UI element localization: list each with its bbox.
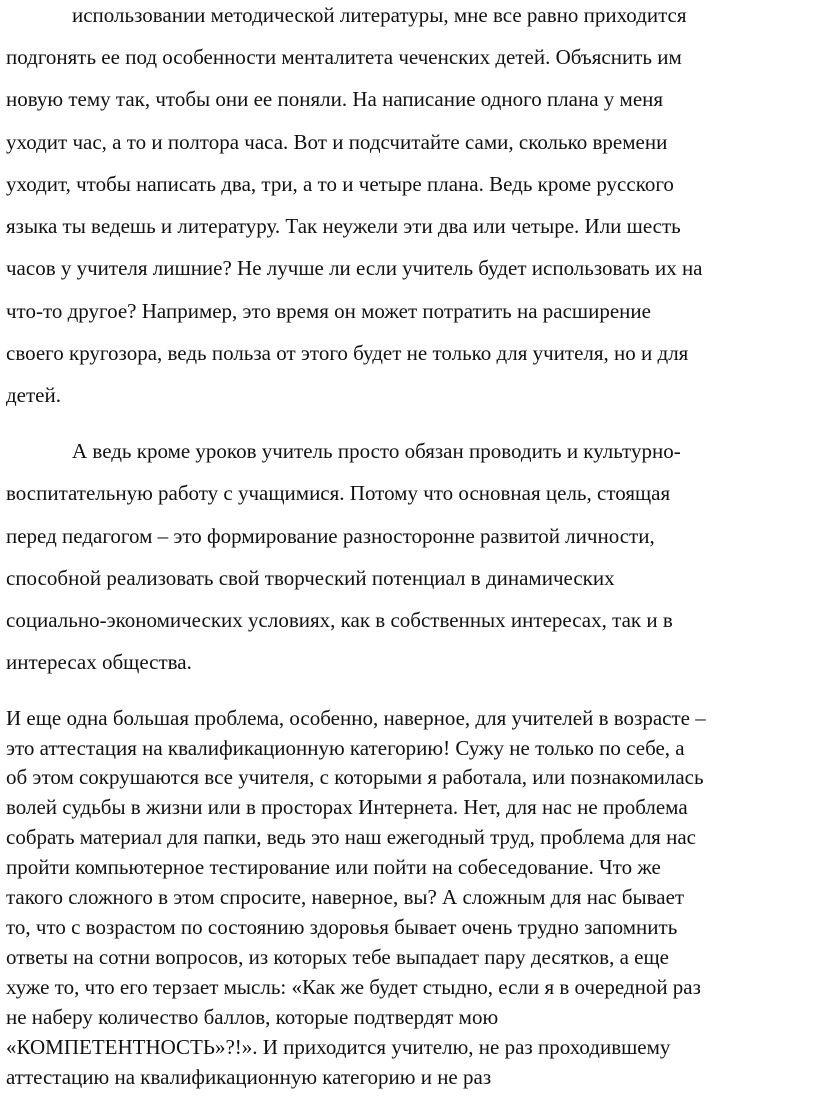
paragraph3-line-6: пройти компьютерное тестирование или пойти на собеседование. Что же	[6, 855, 661, 879]
paragraph3-line-5: собрать материал для папки, ведь это наш ежегодный труд, проблема для нас	[6, 825, 696, 849]
paragraph1-line-9: своего кругозора, ведь польза от этого будет не только для учителя, но и для	[6, 341, 689, 365]
paragraph1-line-10: детей.	[6, 383, 61, 407]
paragraph2-line-4: способной реализовать свой творческий потенциал в динамических	[6, 566, 615, 590]
paragraph2-line-2: воспитательную работу с учащимися. Потому что основная цель, стоящая	[6, 481, 671, 505]
paragraph2-line-1: А ведь кроме уроков учитель просто обязан проводить и культурно-	[72, 439, 681, 463]
paragraph1-line-6: языка ты ведешь и литературу. Так неужели эти два или четыре. Или шесть	[6, 214, 681, 238]
paragraph1-line-4: уходит час, а то и полтора часа. Вот и подсчитайте сами, сколько времени	[6, 130, 668, 154]
paragraph2-line-6: интересах общества.	[6, 650, 192, 674]
paragraph1-line-5: уходит, чтобы написать два, три, а то и четыре плана. Ведь кроме русского	[6, 172, 674, 196]
paragraph1-line-2: подгонять ее под особенности менталитета чеченских детей. Объяснить им	[6, 45, 682, 69]
paragraph3-line-9: ответы на сотни вопросов, из которых тебе выпадает пару десятков, а еще	[6, 945, 669, 969]
paragraph3-line-11: не наберу количество баллов, которые подтвердят мою	[6, 1005, 499, 1029]
paragraph3-line-10: хуже то, что его терзает мысль: «Как же будет стыдно, если я в очередной раз	[6, 975, 701, 999]
paragraph1-line-3: новую тему так, чтобы они ее поняли. На написание одного плана у меня	[6, 87, 664, 111]
paragraph3-line-4: волей судьбы в жизни или в просторах Интернета. Нет, для нас не проблема	[6, 795, 688, 819]
paragraph3-line-2: это аттестация на квалификационную категорию! Сужу не только по себе, а	[6, 736, 685, 760]
paragraph1-line-8: что-то другое? Например, это время он может потратить на расширение	[6, 299, 651, 323]
paragraph3-line-13: аттестацию на квалификационную категорию и не раз	[6, 1065, 492, 1089]
paragraph3-line-3: об этом сокрушаются все учителя, с которыми я работала, или познакомилась	[6, 765, 704, 789]
paragraph3-line-1: И еще одна большая проблема, особенно, наверное, для учителей в возрасте –	[6, 706, 706, 730]
paragraph1-line-1: использовании методической литературы, мне все равно приходится	[72, 3, 687, 27]
paragraph1-line-7: часов у учителя лишние? Не лучше ли если учитель будет использовать их на	[6, 256, 703, 280]
paragraph2-line-5: социально-экономических условиях, как в собственных интересах, так и в	[6, 608, 673, 632]
paragraph3-line-8: то, что с возрастом по состоянию здоровья бывает очень трудно запомнить	[6, 915, 678, 939]
paragraph3-line-7: такого сложного в этом спросите, наверное, вы? А сложным для нас бывает	[6, 885, 685, 909]
paragraph3-line-12: «КОМПЕТЕНТНОСТЬ»?!». И приходится учителю, не раз проходившему	[6, 1035, 671, 1059]
paragraph2-line-3: перед педагогом – это формирование разносторонне развитой личности,	[6, 524, 655, 548]
